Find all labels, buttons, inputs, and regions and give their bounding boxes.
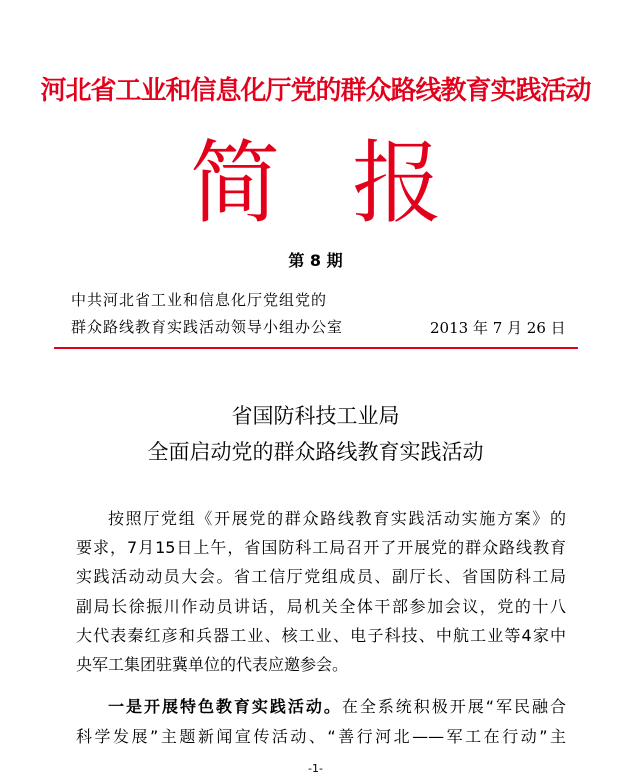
bulletin-org-header: 河北省工业和信息化厅党的群众路线教育实践活动	[40, 76, 591, 106]
paragraph-2-line-1	[108, 694, 566, 717]
paragraph-1-line-5: 大代表秦红彦和兵器工业、核工业、电子科技、中航工业等4家中	[76, 626, 566, 645]
issue-date: 2013 年 7 月 26 日	[430, 319, 566, 337]
paragraph-2-line-2: 科学发展”主题新闻宣传活动、“善行河北——军工在行动”主	[76, 727, 566, 746]
paragraph-2-line-1-rest: 在全系统积极开展“军民融合	[341, 697, 566, 716]
paragraph-1-line-2: 要求，7月15日上午，省国防科工局召开了开展党的群众路线教育	[76, 538, 566, 557]
issuer-line-2: 群众路线教育实践活动领导小组办公室	[71, 318, 344, 336]
bulletin-title-char-bao: 报	[352, 131, 442, 236]
paragraph-1-line-6: 央军工集团驻冀单位的代表应邀参会。	[76, 655, 349, 674]
paragraph-2-lead-bold: 一是开展特色教育实践活动。	[108, 697, 342, 716]
bulletin-title-char-jian: 简	[190, 131, 280, 236]
article-title-line-2: 全面启动党的群众路线教育实践活动	[147, 440, 484, 464]
article-title-line-1: 省国防科技工业局	[231, 404, 400, 428]
paragraph-1-line-1: 按照厅党组《开展党的群众路线教育实践活动实施方案》的	[108, 509, 566, 528]
page-number: -1-	[308, 762, 323, 775]
paragraph-1-line-3: 实践活动动员大会。省工信厅党组成员、副厅长、省国防科工局	[76, 567, 566, 586]
issuer-line-1: 中共河北省工业和信息化厅党组党的	[71, 291, 328, 309]
paragraph-1-line-4: 副局长徐振川作动员讲话，局机关全体干部参加会议，党的十八	[76, 597, 566, 616]
issue-number: 第 8 期	[288, 251, 343, 270]
red-divider-line	[54, 347, 578, 349]
